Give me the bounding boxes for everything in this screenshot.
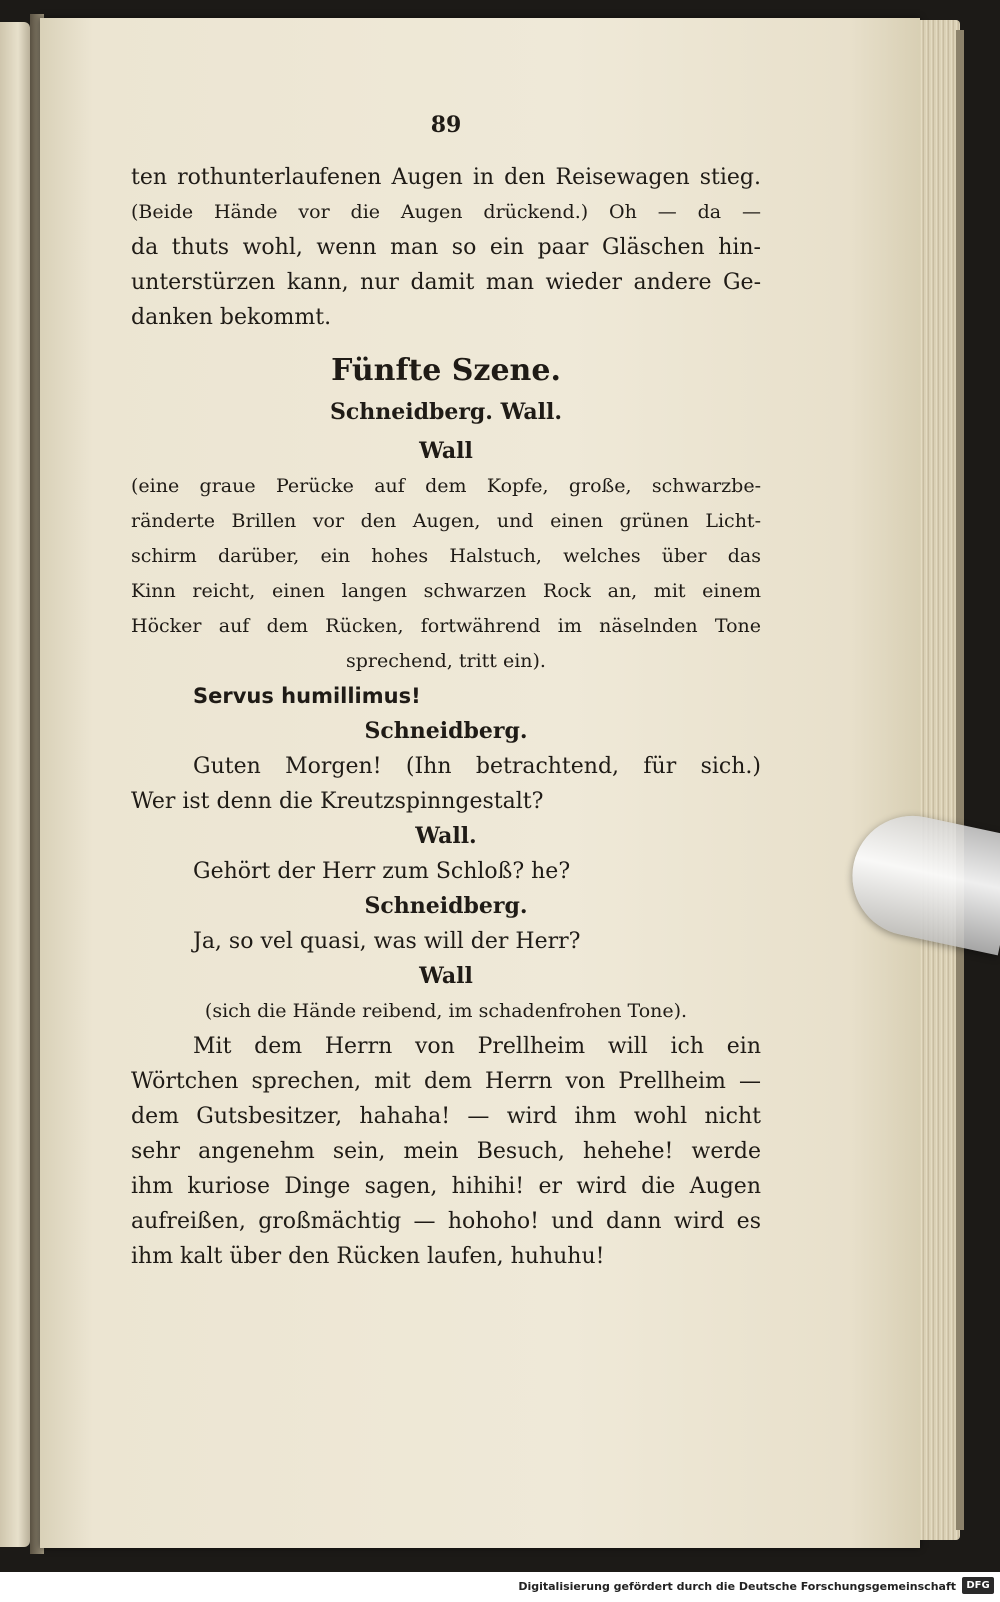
dialogue-line: Servus humillimus!: [193, 684, 421, 708]
stage-direction-line: Höcker auf dem Rücken, fortwährend im näselnden Tone: [131, 615, 761, 637]
scene-title: Fünfte Szene.: [331, 353, 561, 388]
dialogue-line: Wörtchen sprechen, mit dem Herrn von Prellheim —: [131, 1069, 761, 1094]
footer-credit: Digitalisierung gefördert durch die Deutsche Forschungsgemeinschaft: [518, 1580, 956, 1593]
page-number: 89: [430, 112, 462, 138]
dfg-logo: DFG: [962, 1577, 994, 1594]
book-cover-edge: [956, 30, 964, 1530]
page-stack-edges: [920, 20, 960, 1540]
speaker-name: Schneidberg.: [364, 893, 528, 919]
speaker-name: Wall: [419, 963, 473, 989]
page-text: [131, 112, 761, 1274]
speaker-name: Wall.: [415, 823, 477, 849]
speaker-name: Schneidberg.: [364, 718, 528, 744]
text-line: da thuts wohl, wenn man so ein paar Gläschen hin-: [131, 235, 761, 260]
text-line: unterstürzen kann, nur damit man wieder andere Ge-: [131, 270, 761, 295]
stage-direction-line: (eine graue Perücke auf dem Kopfe, große, schwarzbe-: [131, 475, 761, 497]
dialogue-line: Ja, so vel quasi, was will der Herr?: [193, 929, 581, 954]
stage-direction-line: (Beide Hände vor die Augen drückend.) Oh — da —: [131, 201, 761, 223]
stage-direction-line: (sich die Hände reibend, im schadenfrohen Tone).: [204, 1000, 688, 1022]
dialogue-line: dem Gutsbesitzer, hahaha! — wird ihm wohl nicht: [131, 1104, 761, 1129]
text-line: ten rothunterlaufenen Augen in den Reisewagen stieg.: [131, 165, 761, 190]
stage-direction-line: Kinn reicht, einen langen schwarzen Rock an, mit einem: [131, 580, 761, 602]
dialogue-line: aufreißen, großmächtig — hohoho! und dann wird es: [131, 1209, 761, 1234]
dialogue-line: ihm kalt über den Rücken laufen, huhuhu!: [131, 1244, 605, 1269]
speaker-name: Wall: [419, 438, 473, 464]
stage-direction-line: schirm darüber, ein hohes Halstuch, welches über das: [131, 545, 761, 567]
stage-direction-line: sprechend, tritt ein).: [346, 650, 546, 672]
digitization-footer: [0, 1572, 1000, 1602]
dialogue-line: Wer ist denn die Kreutzspinngestalt?: [131, 789, 544, 814]
dialogue-line: Guten Morgen! (Ihn betrachtend, für sich.): [193, 754, 761, 779]
facing-page-edge: [0, 22, 30, 1547]
dialogue-line: sehr angenehm sein, mein Besuch, hehehe! werde: [131, 1139, 761, 1164]
stage-direction-line: ränderte Brillen vor den Augen, und einen grünen Licht-: [131, 510, 761, 532]
dialogue-line: Mit dem Herrn von Prellheim will ich ein: [193, 1034, 761, 1059]
text-line: danken bekommt.: [131, 305, 332, 330]
scene-characters: Schneidberg. Wall.: [329, 399, 563, 425]
dialogue-line: ihm kuriose Dinge sagen, hihihi! er wird die Augen: [131, 1174, 761, 1199]
dialogue-line: Gehört der Herr zum Schloß? he?: [193, 859, 571, 884]
